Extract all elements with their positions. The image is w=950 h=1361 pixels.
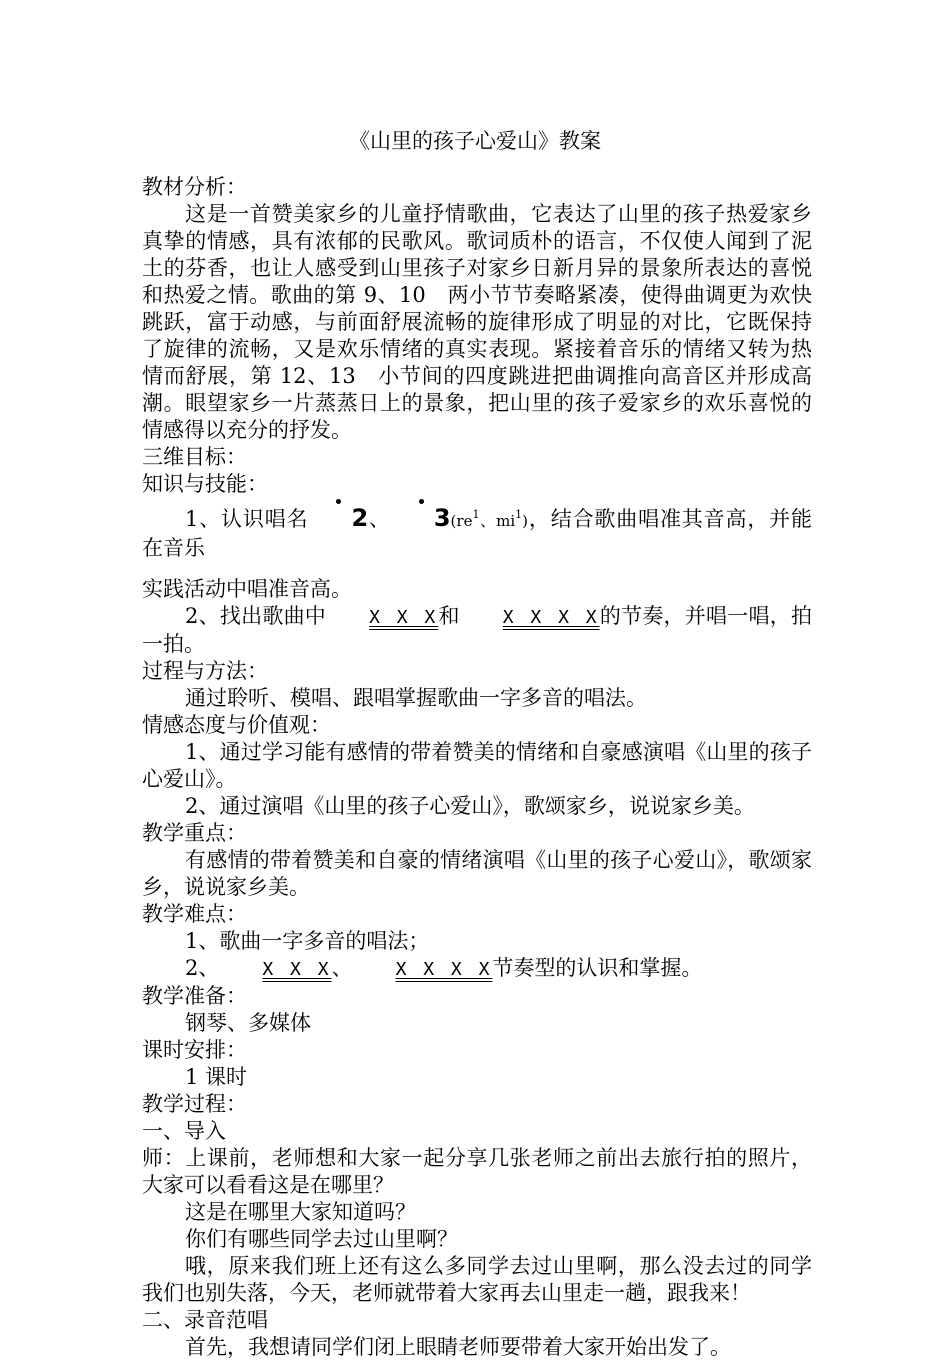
knowledge-item-2	[142, 603, 812, 658]
preparation-text: 钢琴、多媒体	[185, 1011, 311, 1035]
difficulty-item-2-prefix: 2、	[185, 956, 220, 980]
difficulty-item-2-text: 节奏型的认识和掌握。	[492, 956, 703, 980]
solfege-close: )	[522, 512, 529, 530]
rhythm-pattern-1: X X X	[262, 959, 332, 980]
knowledge-item-1-text-a: 1、认识唱名	[185, 507, 309, 531]
document-body	[142, 174, 812, 1361]
note-separator: 、	[368, 507, 391, 531]
key-points-heading: 教学重点：	[142, 821, 247, 845]
knowledge-item-1-continued: 实践活动中唱准音高。	[142, 577, 352, 601]
solfege-mid: 、mi	[479, 512, 516, 530]
note-mi-high: 3	[391, 501, 451, 532]
emotion-item-2: 2、通过演唱《山里的孩子心爱山》，歌颂家乡，说说家乡美。	[185, 794, 755, 818]
step-2-paragraph-1: 首先，我想请同学们闭上眼睛老师要带着大家开始出发了。	[185, 1335, 731, 1359]
knowledge-item-1	[142, 501, 812, 562]
schedule-text: 1 课时	[185, 1065, 248, 1089]
rhythm-pattern-2: X X X X	[502, 607, 600, 628]
process-method-text: 通过聆听、模唱、跟唱掌握歌曲一字多音的唱法。	[185, 686, 647, 710]
process-method-heading: 过程与方法：	[142, 659, 268, 683]
solfege-sup-1: 1	[472, 508, 480, 521]
step-2-heading: 二、录音范唱	[142, 1308, 268, 1332]
high-octave-dot-icon	[336, 499, 341, 504]
analysis-heading: 教材分析：	[142, 175, 247, 199]
goals-heading: 三维目标：	[142, 445, 247, 469]
step-1-paragraph-4: 哦，原来我们班上还有这么多同学去过山里啊，那么没去过的同学我们也别失落，今天，老师就带着大家再去山里走一趟，跟我来！	[142, 1254, 812, 1305]
document-title: 《山里的孩子心爱山》教案	[349, 129, 601, 153]
schedule-heading: 课时安排：	[142, 1038, 247, 1062]
emotion-item-1: 1、通过学习能有感情的带着赞美的情绪和自豪感演唱《山里的孩子心爱山》。	[142, 740, 812, 791]
step-1-heading: 一、导入	[142, 1119, 226, 1143]
knowledge-item-2-and: 和	[438, 604, 460, 628]
difficulty-item-2-sep: 、	[331, 956, 353, 980]
knowledge-item-2-text-b: 的节奏，并唱一唱，拍一拍。	[142, 604, 813, 656]
difficulty-item-2	[142, 955, 812, 983]
knowledge-item-1-text-b: ，结合歌曲唱准其音高，并能在音乐	[142, 507, 813, 560]
step-1-paragraph-1: 师：上课前，老师想和大家一起分享几张老师之前出去旅行拍的照片，大家可以看看这是在哪里？	[142, 1146, 812, 1197]
high-octave-dot-icon	[419, 499, 424, 504]
step-1-paragraph-3: 你们有哪些同学去过山里啊？	[185, 1227, 458, 1251]
step-1-paragraph-2: 这是在哪里大家知道吗？	[185, 1200, 416, 1224]
knowledge-item-2-text-a: 2、找出歌曲中	[185, 604, 327, 628]
solfege-open: (re	[450, 512, 473, 530]
difficulties-heading: 教学难点：	[142, 902, 247, 926]
emotion-heading: 情感态度与价值观：	[142, 713, 331, 737]
knowledge-heading: 知识与技能：	[142, 472, 268, 496]
solfege-sup-2: 1	[515, 508, 523, 521]
preparation-heading: 教学准备：	[142, 984, 247, 1008]
note-re-high: 2	[308, 501, 368, 532]
rhythm-pattern-1: X X X	[369, 607, 439, 628]
teaching-process-heading: 教学过程：	[142, 1092, 247, 1116]
difficulty-item-1: 1、歌曲一字多音的唱法；	[185, 929, 430, 953]
key-points-text: 有感情的带着赞美和自豪的情绪演唱《山里的孩子心爱山》，歌颂家乡，说说家乡美。	[142, 848, 812, 899]
rhythm-pattern-2: X X X X	[395, 959, 493, 980]
analysis-paragraph: 这是一首赞美家乡的儿童抒情歌曲，它表达了山里的孩子热爱家乡真挚的情感，具有浓郁的民歌风。歌词质朴的语言，不仅使人闻到了泥土的芬香，也让人感受到山里孩子对家乡日新月异的景象所表达的喜悦和热爱之情。歌曲的第 9、10 两小节节奏略紧凑，使得曲调更为欢快跳跃，富于动感，与前面舒展流畅的旋律形成了明显的对比，它既保持了旋律的流畅，又是欢乐情绪的真实表现。紧接着音乐的情绪又转为热情而舒展，第 12、13 小节间的四度跳进把曲调推向高音区并形成高潮。眼望家乡一片蒸蒸日上的景象，把山里的孩子爱家乡的欢乐喜悦的情感得以充分的抒发。	[142, 202, 812, 442]
